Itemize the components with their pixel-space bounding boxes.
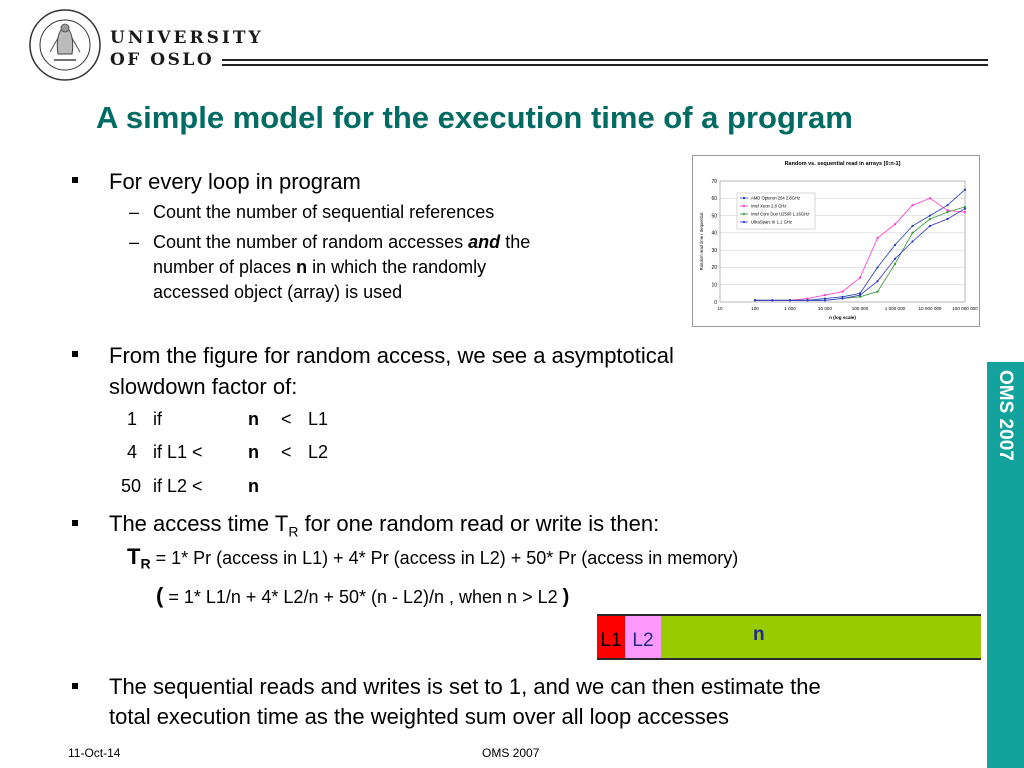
bullet-loop: For every loop in program bbox=[109, 169, 361, 194]
series-point bbox=[859, 294, 861, 296]
header-rule-bottom bbox=[222, 64, 988, 66]
sub-bullet-dash: – bbox=[129, 202, 140, 222]
series-point bbox=[946, 211, 948, 213]
y-tick-label: 40 bbox=[711, 230, 717, 237]
legend-marker bbox=[743, 197, 745, 199]
series-point bbox=[911, 204, 913, 206]
x-tick-label: 10 000 bbox=[817, 306, 833, 311]
slowdown-n: n bbox=[248, 442, 259, 462]
slowdown-bound: L1 bbox=[308, 409, 329, 429]
slowdown-n: n bbox=[248, 409, 259, 429]
series-point bbox=[946, 218, 948, 220]
formula-T-sub: R bbox=[140, 555, 151, 572]
x-axis-label: n (log scale) bbox=[829, 315, 856, 320]
series-point bbox=[929, 197, 931, 199]
chart-title: Random vs. sequential read in arrays [0:n-1] bbox=[784, 161, 901, 167]
x-tick-label: 1 000 bbox=[784, 306, 796, 311]
x-tick-label: 100 bbox=[751, 306, 759, 311]
series-point bbox=[964, 211, 966, 213]
random-read-chart bbox=[692, 155, 980, 327]
series-point bbox=[894, 223, 896, 225]
formula-close: ) bbox=[562, 586, 570, 608]
bar-segment-n: n bbox=[753, 624, 765, 645]
sub-bullet-random-b: the bbox=[500, 232, 531, 252]
series-point bbox=[859, 277, 861, 279]
slowdown-cond: if L2 < bbox=[153, 476, 203, 496]
series-point bbox=[911, 232, 913, 234]
legend-label: UltraSparc III 1.1 GHz bbox=[751, 219, 792, 225]
slowdown-factor: 50 bbox=[121, 476, 142, 496]
series-point bbox=[754, 299, 756, 301]
series-point bbox=[876, 237, 878, 239]
formula-line1 bbox=[127, 544, 738, 572]
y-tick-label: 50 bbox=[711, 213, 717, 220]
series-point bbox=[929, 214, 931, 216]
y-axis-label: Random read time / Sequential bbox=[699, 212, 704, 271]
formula-eq2: = 1* L1/n + 4* L2/n + 50* (n - L2)/n , when n > L2 bbox=[163, 587, 563, 607]
university-seal-logo bbox=[28, 8, 102, 82]
bar-segment-l2: L2 bbox=[625, 616, 661, 658]
university-name-line1: UNIVERSITY bbox=[110, 28, 264, 48]
series-point bbox=[894, 244, 896, 246]
series-point bbox=[771, 299, 773, 301]
formula-line2 bbox=[156, 583, 569, 609]
series-point bbox=[911, 240, 913, 242]
y-tick-label: 10 bbox=[711, 282, 717, 289]
series-point bbox=[964, 189, 966, 191]
chart-canvas bbox=[693, 156, 979, 326]
x-tick-label: 100 000 000 bbox=[952, 306, 978, 311]
sub-bullet-random-n: n bbox=[296, 257, 308, 277]
memory-levels-bar bbox=[597, 614, 981, 660]
bullet-access-time bbox=[109, 511, 659, 539]
y-tick-label: 60 bbox=[711, 196, 717, 203]
series-point bbox=[946, 204, 948, 206]
x-tick-label: 1 000 000 bbox=[884, 306, 906, 311]
series-point bbox=[929, 218, 931, 220]
legend-label: AMD Opteron 254 2.8GHz bbox=[751, 195, 801, 201]
access-time-T: The access time T bbox=[109, 511, 289, 536]
sidebar-band bbox=[987, 362, 1024, 768]
bullet-figure-line2: slowdown factor of: bbox=[109, 374, 298, 399]
slowdown-factor: 4 bbox=[127, 442, 138, 462]
y-tick-label: 20 bbox=[711, 265, 717, 272]
bullet-sequential-line2: total execution time as the weighted sum over all loop accesses bbox=[109, 704, 729, 729]
formula-T: T bbox=[127, 544, 141, 569]
x-tick-label: 10 000 000 bbox=[918, 306, 942, 311]
series-point bbox=[789, 299, 791, 301]
sub-bullet-random-line2-a: number of places bbox=[153, 257, 297, 277]
sub-bullet-random-a: Count the number of random accesses bbox=[153, 232, 469, 252]
sidebar-label: OMS 2007 bbox=[995, 370, 1016, 461]
slowdown-cond: if L1 < bbox=[153, 442, 203, 462]
sub-bullet-random-and: and bbox=[468, 232, 501, 252]
slowdown-rel: < bbox=[281, 409, 292, 429]
series-point bbox=[876, 280, 878, 282]
bullet-sequential-line1: The sequential reads and writes is set to 1, and we can then estimate the bbox=[109, 674, 821, 699]
access-time-sub: R bbox=[288, 523, 299, 540]
y-tick-label: 30 bbox=[711, 247, 717, 254]
slowdown-n: n bbox=[248, 476, 259, 496]
slowdown-cond: if bbox=[153, 409, 162, 429]
series-point bbox=[894, 258, 896, 260]
bullet-figure-line1: From the figure for random access, we see a asymptotical bbox=[109, 343, 674, 368]
series-point bbox=[911, 225, 913, 227]
series-point bbox=[824, 299, 826, 301]
formula-eq1: = 1* Pr (access in L1) + 4* Pr (access in L2) + 50* Pr (access in memory) bbox=[150, 548, 739, 568]
bullet-marker bbox=[72, 351, 78, 357]
header-rule-top bbox=[222, 59, 988, 61]
footer-center: OMS 2007 bbox=[482, 746, 540, 760]
series-point bbox=[876, 266, 878, 268]
university-name-line2: OF OSLO bbox=[110, 50, 215, 70]
legend-marker bbox=[743, 221, 745, 223]
series-point bbox=[929, 225, 931, 227]
sub-bullet-random bbox=[153, 232, 530, 253]
sub-bullet-random-line2 bbox=[153, 257, 486, 278]
bullet-marker bbox=[72, 520, 78, 526]
bullet-marker bbox=[72, 683, 78, 689]
series-point bbox=[841, 297, 843, 299]
slowdown-factor: 1 bbox=[127, 409, 138, 429]
slide-title: A simple model for the execution time of a program bbox=[96, 100, 853, 135]
series-point bbox=[964, 208, 966, 210]
bullet-marker bbox=[72, 177, 78, 183]
y-tick-label: 0 bbox=[714, 299, 717, 306]
footer-date: 11-Oct-14 bbox=[68, 746, 121, 760]
formula-open: ( bbox=[156, 583, 164, 608]
sub-bullet-random-line3: accessed object (array) is used bbox=[153, 282, 403, 302]
x-tick-label: 100 000 bbox=[851, 306, 869, 311]
series-point bbox=[876, 291, 878, 293]
legend-marker bbox=[743, 213, 745, 215]
y-tick-label: 70 bbox=[711, 178, 717, 185]
legend-marker bbox=[743, 205, 745, 207]
sub-bullet-random-line2-b: in which the randomly bbox=[307, 257, 487, 277]
series-point bbox=[894, 263, 896, 265]
sub-bullet-dash: – bbox=[129, 232, 140, 252]
slowdown-bound: L2 bbox=[308, 442, 329, 462]
legend-label: Intel Core Duo U2500 1.16GHz bbox=[751, 211, 810, 217]
slowdown-rel: < bbox=[281, 442, 292, 462]
series-point bbox=[841, 291, 843, 293]
legend-label: Intel Xeon 2.8 GHz bbox=[751, 203, 787, 209]
x-tick-label: 10 bbox=[717, 306, 723, 311]
bar-segment-l1: L1 bbox=[597, 616, 625, 658]
sub-bullet-sequential: Count the number of sequential references bbox=[153, 202, 495, 222]
access-time-rest: for one random read or write is then: bbox=[298, 511, 660, 536]
series-point bbox=[824, 294, 826, 296]
series-point bbox=[806, 299, 808, 301]
